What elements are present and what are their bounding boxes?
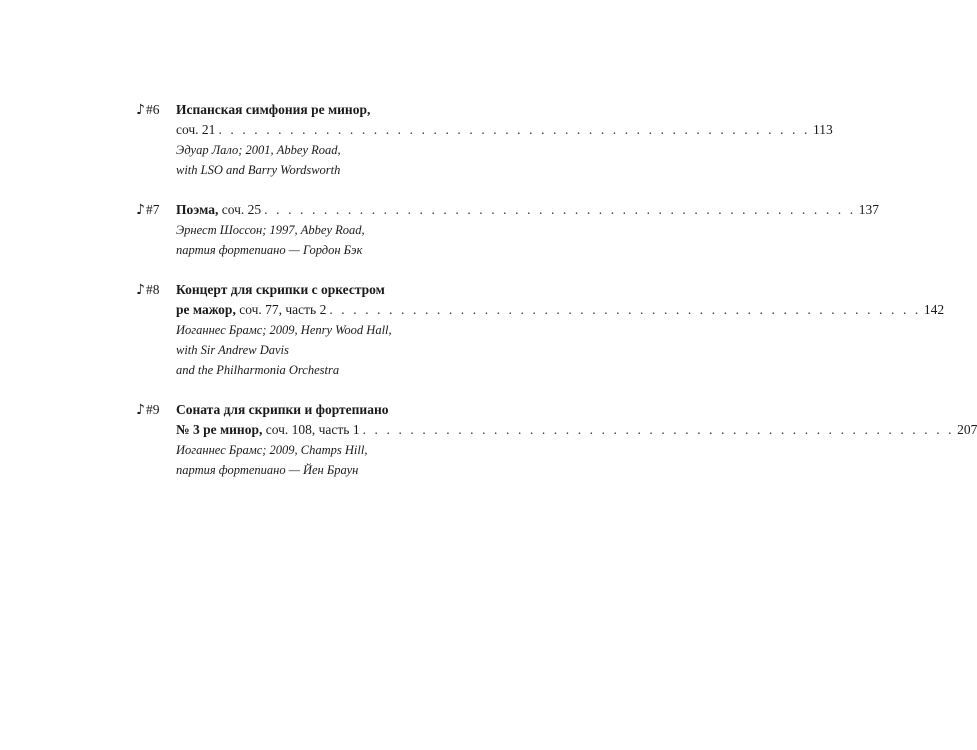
dot-leader: . . . . . . . . . . . . . . . . . . . . . . . . . . . . . . . . . . . . . . . . . . . . . . . . . . — [218, 122, 810, 137]
music-note-icon: ♪ — [136, 402, 145, 418]
entry-leader-line — [176, 420, 977, 440]
toc-entry — [136, 280, 945, 380]
dot-leader: . . . . . . . . . . . . . . . . . . . . . . . . . . . . . . . . . . . . . . . . . . . . . . . . . . — [329, 302, 921, 317]
dot-leader: . . . . . . . . . . . . . . . . . . . . . . . . . . . . . . . . . . . . . . . . . . . . . . . . . . — [362, 422, 955, 437]
entry-credit: Иоганнес Брамс; 2009, Henry Wood Hall, — [176, 323, 392, 337]
page-number: 142 — [923, 302, 945, 317]
entry-opus: соч. 77, часть 2 — [235, 302, 327, 317]
entry-credit: Эрнест Шоссон; 1997, Abbey Road, — [176, 223, 365, 237]
entry-title: Испанская симфония ре минор, — [176, 102, 371, 117]
entry-title-cont: Поэма, — [176, 202, 219, 217]
music-note-icon: ♪ — [136, 102, 145, 118]
page-number: 137 — [858, 202, 879, 217]
entry-leader-line — [176, 200, 879, 220]
track-marker — [136, 100, 159, 120]
entry-credit: with LSO and Barry Wordsworth — [176, 163, 341, 177]
page-number: 207 — [957, 422, 977, 437]
entry-leader-line — [176, 120, 833, 140]
track-number: #6 — [145, 102, 160, 117]
entry-credit: Эдуар Лало; 2001, Abbey Road, — [176, 143, 341, 157]
dot-leader: . . . . . . . . . . . . . . . . . . . . . . . . . . . . . . . . . . . . . . . . . . . . . . . . . . — [264, 202, 856, 217]
toc-entry — [136, 400, 977, 480]
entry-title: Концерт для скрипки с оркестром — [176, 282, 385, 297]
music-note-icon: ♪ — [136, 282, 145, 298]
table-of-contents — [136, 100, 977, 500]
music-note-icon: ♪ — [136, 202, 145, 218]
entry-opus: соч. 21 — [176, 122, 216, 137]
entry-credit: партия фортепиано — Гордон Бэк — [176, 243, 363, 257]
track-number: #9 — [145, 402, 160, 417]
track-marker — [136, 280, 159, 300]
entry-opus: соч. 108, часть 1 — [262, 422, 360, 437]
entry-title: Соната для скрипки и фортепиано — [176, 402, 389, 417]
entry-credit: Иоганнес Брамс; 2009, Champs Hill, — [176, 443, 368, 457]
page-number: 113 — [812, 122, 833, 137]
entry-title-cont: № 3 ре минор, — [176, 422, 263, 437]
entry-leader-line — [176, 300, 945, 320]
entry-credit: with Sir Andrew Davis — [176, 343, 289, 357]
track-number: #7 — [145, 202, 160, 217]
entry-opus: соч. 25 — [218, 202, 262, 217]
entry-credit: and the Philharmonia Orchestra — [176, 363, 340, 377]
toc-entry — [136, 200, 879, 260]
entry-credit: партия фортепиано — Йен Браун — [176, 463, 359, 477]
track-number: #8 — [145, 282, 160, 297]
track-marker — [136, 400, 159, 420]
toc-entry — [136, 100, 833, 180]
entry-title-cont: ре мажор, — [176, 302, 236, 317]
track-marker — [136, 200, 159, 220]
